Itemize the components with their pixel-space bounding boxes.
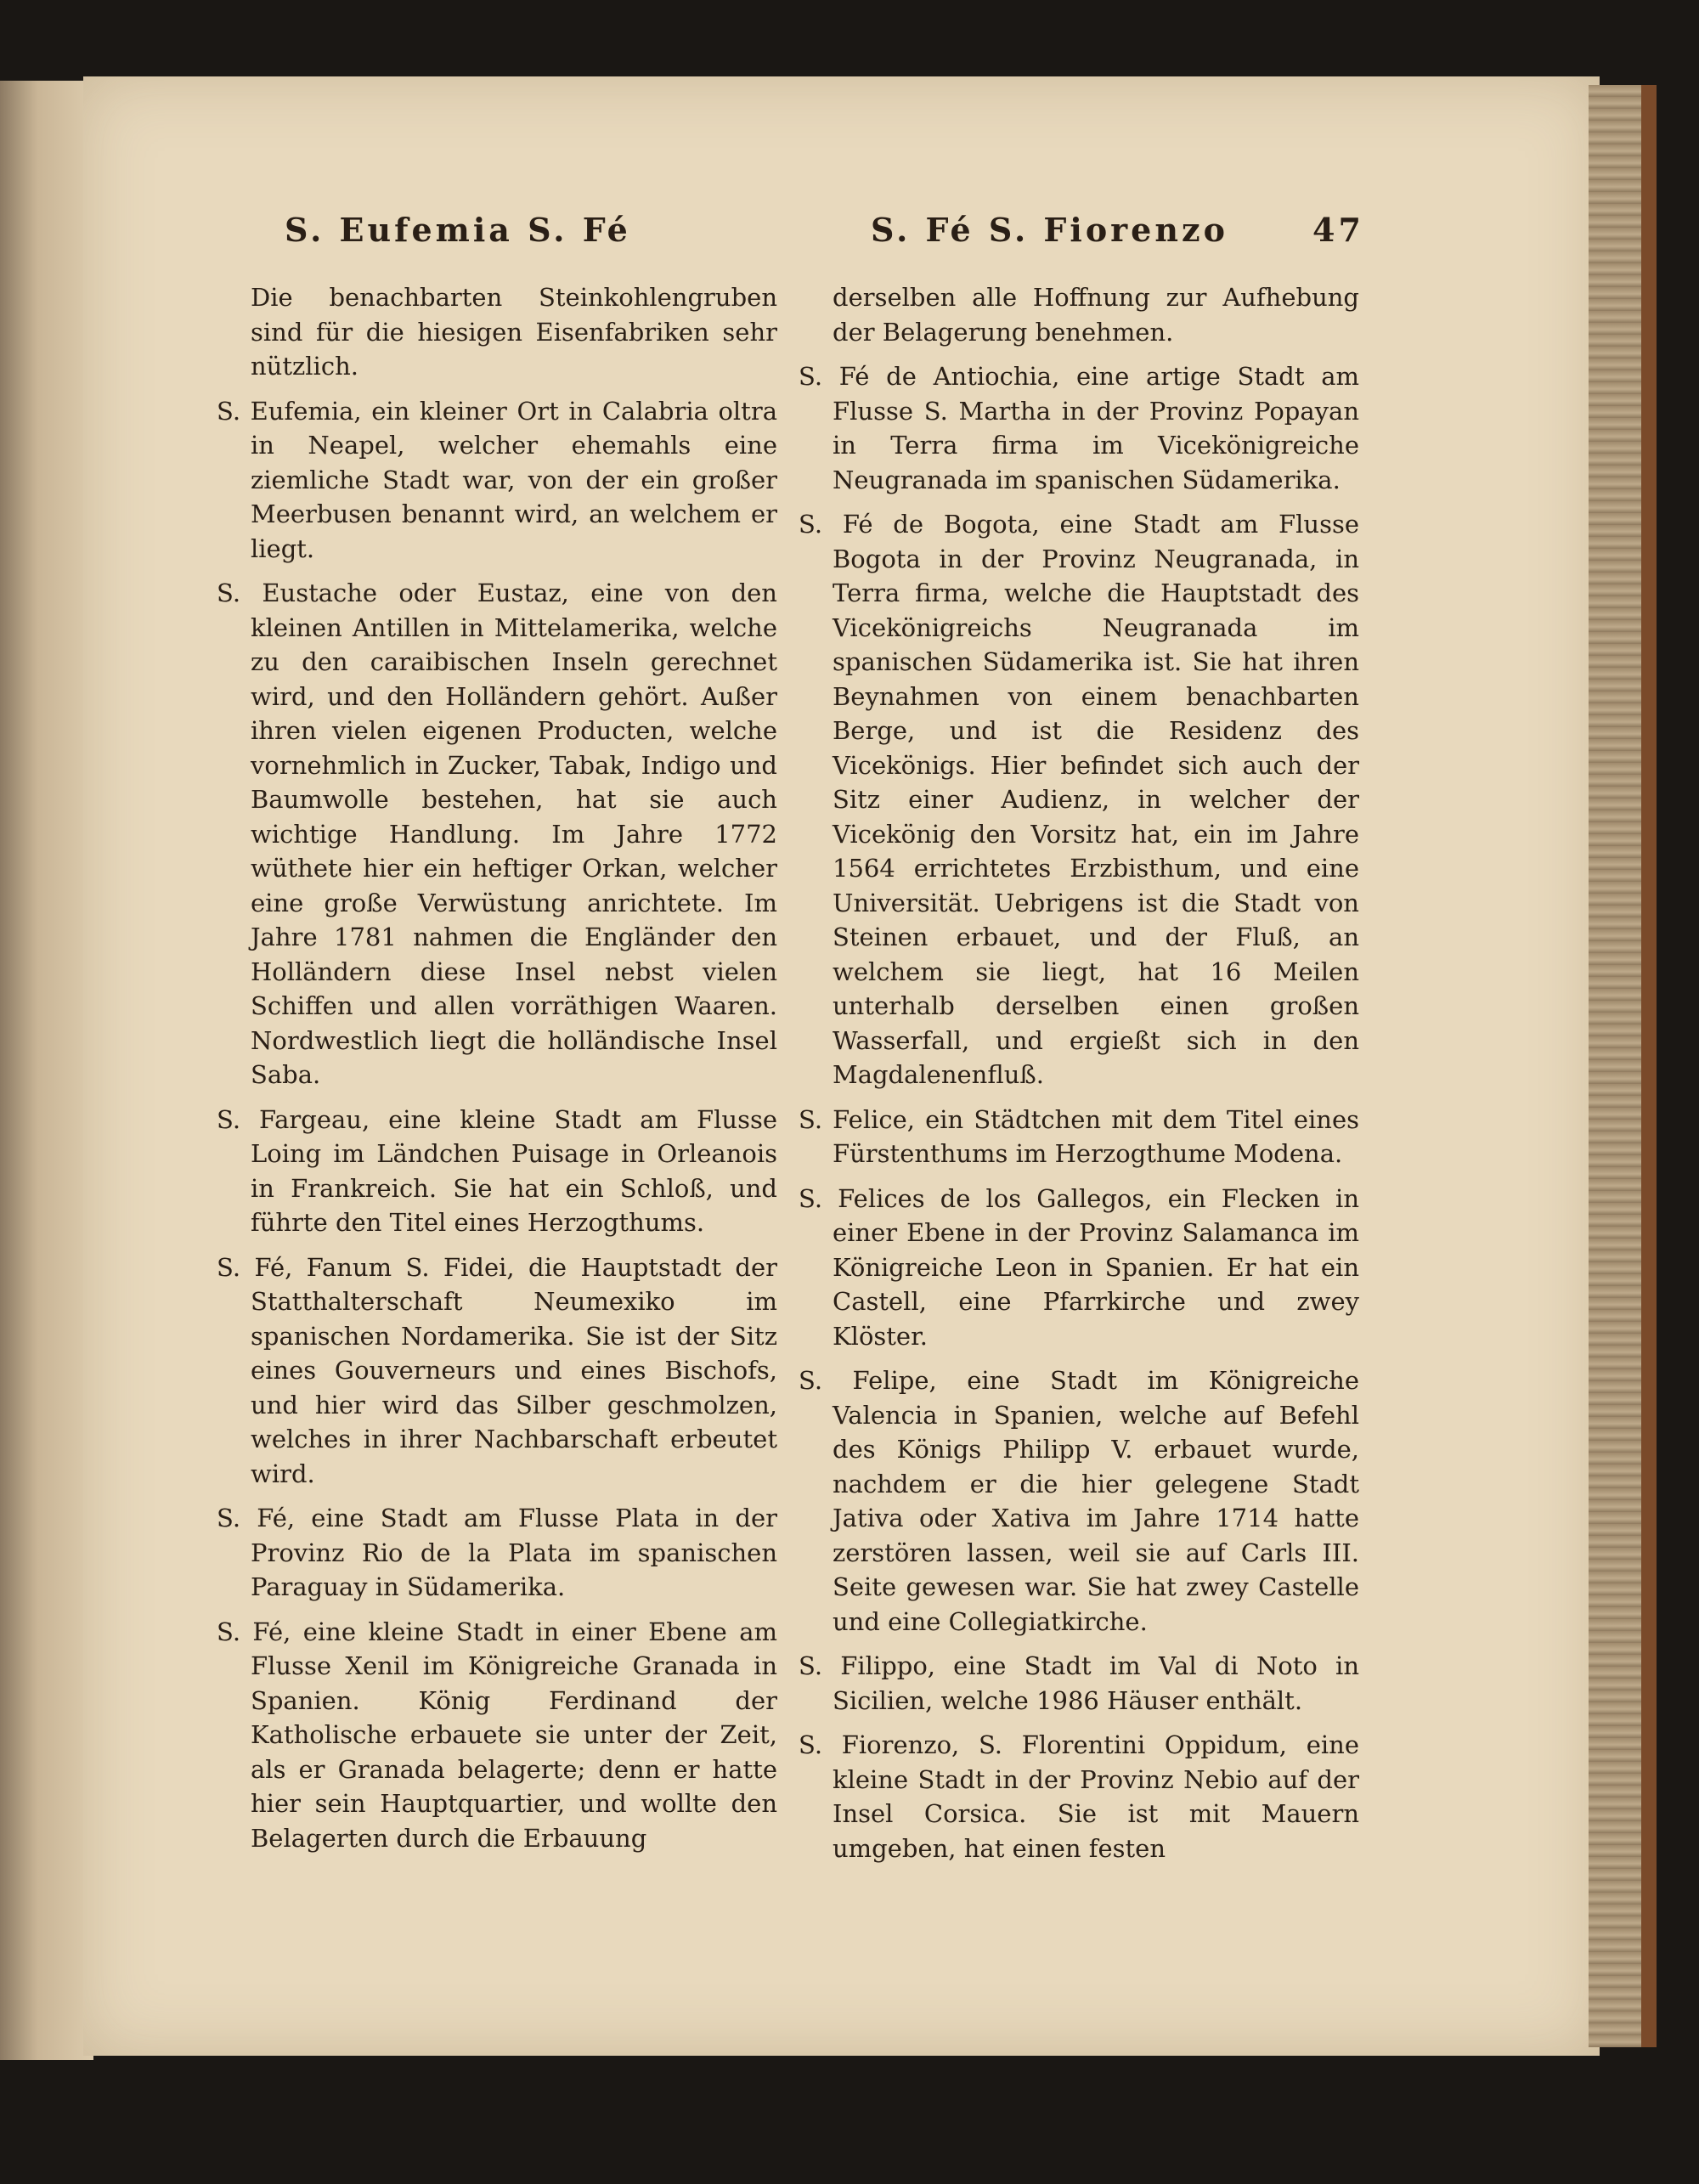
- entry: S. Fé, eine kleine Stadt in einer Ebene am Flusse Xenil im Königreiche Granada in Spanien. König Ferdinand der Katholische erbauete sie unter der Zeit, als er Granada belagerte; denn er hatte hier sein Hauptquartier, und wollte den Belagerten durch die Erbauung: [217, 1617, 777, 1853]
- entry: S. Fé de Antiochia, eine artige Stadt am Flusse S. Martha in der Provinz Popayan in Terra firma im Vicekönigreiche Neugranada im spanischen Südamerika.: [799, 362, 1359, 494]
- entry: S. Felices de los Gallegos, ein Flecken in einer Ebene in der Provinz Salamanca im Königreiche Leon in Spanien. Er hat ein Castell, eine Pfarrkirche und zwey Klöster.: [799, 1183, 1359, 1351]
- entry: S. Fé, Fanum S. Fidei, die Hauptstadt der Statthalterschaft Neumexiko im spanischen Nordamerika. Sie ist der Sitz eines Gouverneurs und eines Bischofs, und hier wird das Silber geschmolzen, welches in ihrer Nachbarschaft erbeutet wird.: [217, 1252, 777, 1488]
- entry: S. Fargeau, eine kleine Stadt am Flusse Loing im Ländchen Puisage in Orleanois in Frankreich. Sie hat ein Schloß, und führte den Titel eines Herzogthums.: [217, 1104, 777, 1237]
- facing-page-edge: [0, 81, 93, 2060]
- entry: S. Felipe, eine Stadt im Königreiche Valencia in Spanien, welche auf Befehl des Königs Philipp V. erbauet wurde, nachdem er die hier gelegene Stadt Jativa oder Xativa im Jahre 1714 hatte zerstören lassen, weil sie auf Carls III. Seite gewesen war. Sie hat zwey Castelle und eine Collegiatkirche.: [799, 1366, 1359, 1636]
- right-column: [799, 280, 1359, 1876]
- entry: S. Eufemia, ein kleiner Ort in Calabria oltra in Neapel, welcher ehemahls eine ziemliche Stadt war, von der ein großer Meerbusen benannt wird, an welchem er liegt.: [217, 396, 777, 563]
- book-cover-edge: [1641, 85, 1657, 2047]
- page-fore-edge: [1589, 85, 1657, 2047]
- page-number: 47: [1312, 211, 1364, 249]
- left-column: [217, 280, 777, 1865]
- running-header: [285, 211, 1364, 258]
- entry: S. Fé, eine Stadt am Flusse Plata in der Provinz Rio de la Plata im spanischen Paraguay in Südamerika.: [217, 1504, 777, 1601]
- entry: S. Felice, ein Städtchen mit dem Titel eines Fürstenthums im Herzogthume Modena.: [799, 1104, 1359, 1168]
- entry: S. Filippo, eine Stadt im Val di Noto in Sicilien, welche 1986 Häuser enthält.: [799, 1651, 1359, 1715]
- entry: Die benachbarten Steinkohlengruben sind für die hiesigen Eisenfabriken sehr nützlich.: [251, 283, 777, 381]
- entry: S. Fé de Bogota, eine Stadt am Flusse Bogota in der Provinz Neugranada, in Terra firma, welche die Hauptstadt des Vicekönigreichs Neugranada im spanischen Südamerika ist. Sie hat ihren Beynahmen von einem benachbarten Berge, und ist die Residenz des Vicekönigs. Hier befindet sich auch der Sitz einer Audienz, in welcher der Vicekönig den Vorsitz hat, ein im Jahre 1564 errichtetes Erzbisthum, und eine Universität. Uebrigens ist die Stadt von Steinen erbauet, und der Fluß, an welchem sie liegt, hat 16 Meilen unterhalb derselben einen großen Wasserfall, und ergießt sich in den Magdalenenfluß.: [799, 510, 1359, 1089]
- right-guide-word: S. Fé S. Fiorenzo: [871, 211, 1228, 249]
- entry: S. Eustache oder Eustaz, eine von den kleinen Antillen in Mittelamerika, welche zu den caraibischen Inseln gerechnet wird, und den Holländern gehört. Außer ihren vielen eigenen Producten, welche vornehmlich in Zucker, Tabak, Indigo und Baumwolle bestehen, hat sie auch wichtige Handlung. Im Jahre 1772 wüthete hier ein heftiger Orkan, welcher eine große Verwüstung anrichtete. Im Jahre 1781 nahmen die Engländer den Holländern diese Insel nebst vielen Schiffen und allen vorräthigen Waaren. Nordwestlich liegt die holländische Insel Saba.: [217, 578, 777, 1089]
- entry: S. Fiorenzo, S. Florentini Oppidum, eine kleine Stadt in der Provinz Nebio auf der Insel Corsica. Sie ist mit Mauern umgeben, hat einen festen: [799, 1730, 1359, 1863]
- entry: derselben alle Hoffnung zur Aufhebung der Belagerung benehmen.: [833, 283, 1359, 347]
- left-guide-word: S. Eufemia S. Fé: [285, 211, 631, 249]
